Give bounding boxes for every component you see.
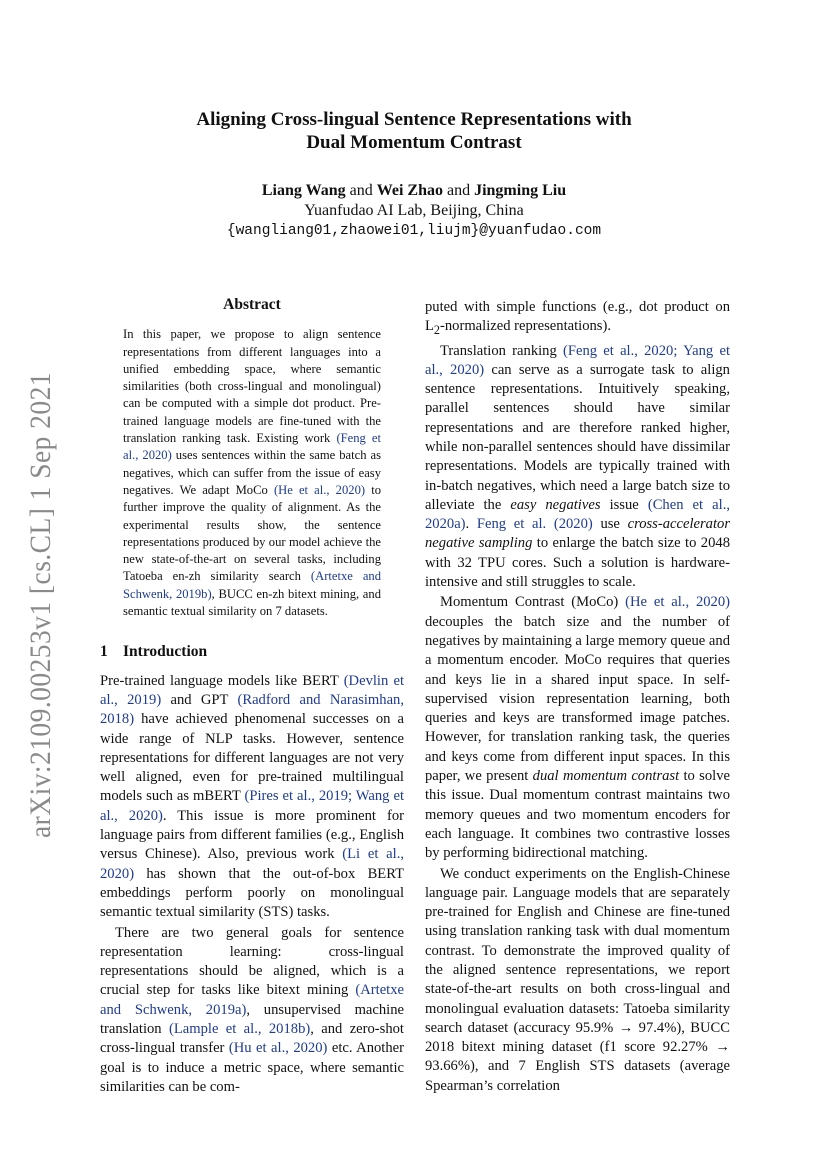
text-run: Pre-trained language models like BERT bbox=[100, 672, 344, 689]
arxiv-stamp bbox=[14, 370, 58, 840]
text-run: and GPT bbox=[161, 691, 238, 708]
intro-paragraph-1 bbox=[100, 672, 404, 923]
abstract-text bbox=[123, 326, 381, 620]
text-run: have achieved phenomenal successes on a wide range of NLP tasks. However, sentence representations for different languages are not very well aligned, even for pre-trained multilingual models such as mBERT bbox=[100, 711, 404, 805]
author-2: Wei Zhao bbox=[376, 182, 443, 199]
section-heading-introduction bbox=[100, 642, 404, 661]
text-run: -normalized representations). bbox=[440, 318, 611, 335]
abstract-text-run: uses sentences within the same batch as negatives, which can suffer from the issue of easy negatives. We adapt MoCo bbox=[123, 448, 381, 497]
citation-link[interactable]: (Artetxe and Schwenk, 2019a) bbox=[100, 982, 404, 1018]
title-line-2: Dual Momentum Contrast bbox=[306, 132, 522, 153]
arxiv-stamp-text: arXiv:2109.00253v1 [cs.CL] 1 Sep 2021 bbox=[24, 370, 57, 838]
text-run: , unsupervised machine translation bbox=[100, 1001, 404, 1037]
citation-link[interactable]: (Lample et al., 2018b) bbox=[168, 1020, 311, 1037]
text-run: to enlarge the batch size to 2048 with 32 TPU cores. Such a solution is hardware-intensive and still struggles to scale. bbox=[425, 535, 730, 591]
citation-link[interactable]: (Chen et al., 2020a) bbox=[425, 496, 730, 533]
intro-paragraph-2 bbox=[100, 924, 404, 1098]
text-run: etc. Another goal is to induce a metric space, where semantic similarities can be com- bbox=[100, 1040, 404, 1095]
author-3: Jingming Liu bbox=[474, 182, 567, 199]
abstract-text-run: In this paper, we propose to align sentence representations from different languages into a unified embedding space, where semantic similarities (both cross-lingual and monolingual) can be computed with a simple dot product. Pre-trained language models are fine-tuned with the translation ranking task. Existing work bbox=[123, 327, 381, 446]
emphasis: dual momentum contrast bbox=[532, 768, 680, 785]
text-run: puted with simple functions (e.g., dot product on L bbox=[425, 299, 730, 335]
abstract-text-run: to further improve the quality of alignment. As the experimental results show, the sentence representations produced by our model achieve the new state-of-the-art on several tasks, including Tatoeba en-zh similarity search bbox=[123, 482, 381, 584]
text-run: There are two general goals for sentence representation learning: cross-lingual representations should be aligned, which is a crucial step for tasks like bitext mining bbox=[100, 924, 404, 999]
subscript: 2 bbox=[433, 323, 440, 338]
section-number: 1 bbox=[100, 643, 108, 661]
author-1: Liang Wang bbox=[261, 182, 346, 199]
text-run: . This issue is more prominent for language pairs from different families (e.g., English versus Chinese). Also, previous work bbox=[100, 807, 404, 863]
abstract-heading: Abstract bbox=[223, 296, 281, 313]
text-run: decouples the batch size and the number of negatives by maintaining a large memory queue and a momentum encoder. MoCo requires that queries and keys lie in a shared input space. In self-supervised vision representation learning, both queries and keys are transformed image patches. However, for translation ranking task, the queries and keys come from different input spaces. In this paper, we present bbox=[425, 613, 730, 785]
text-run: Momentum Contrast (MoCo) bbox=[440, 594, 626, 611]
experiments-paragraph bbox=[425, 865, 730, 1097]
emphasis: easy negatives bbox=[510, 496, 601, 513]
citation-link[interactable]: (Feng et al., 2020) bbox=[123, 431, 382, 463]
left-column bbox=[100, 295, 404, 1097]
author-names bbox=[100, 181, 728, 201]
continued-paragraph bbox=[425, 298, 730, 341]
text-run: Translation ranking bbox=[440, 342, 564, 359]
citation-link[interactable]: (He et al., 2020) bbox=[273, 482, 366, 497]
affiliation: Yuanfudao AI Lab, Beijing, China bbox=[304, 202, 524, 219]
citation-link[interactable]: Feng et al. (2020) bbox=[476, 516, 593, 533]
citation-link[interactable]: (Li et al., 2020) bbox=[100, 846, 404, 882]
title-line-1: Aligning Cross-lingual Sentence Representations with bbox=[196, 109, 632, 130]
translation-ranking-paragraph bbox=[425, 342, 730, 593]
text-run: has shown that the out-of-box BERT embeddings perform poorly on monolingual semantic textual similarity (STS) tasks. bbox=[100, 865, 404, 921]
text-run: , and zero-shot cross-lingual transfer bbox=[100, 1020, 404, 1057]
text-run: to solve this issue. Dual momentum contrast maintains two memory queues and two momentum encoders for each language. It combines two contrastive losses by performing bidirectional matching. bbox=[425, 768, 730, 862]
arxiv-stamp-graphic bbox=[14, 370, 58, 840]
citation-link[interactable]: (Devlin et al., 2019) bbox=[100, 672, 404, 708]
citation-link[interactable]: (Hu et al., 2020) bbox=[228, 1040, 328, 1057]
text-run: issue bbox=[600, 496, 648, 513]
author-block bbox=[100, 181, 728, 241]
right-column bbox=[425, 298, 730, 1096]
citation-link[interactable]: (Feng et al., 2020; Yang et al., 2020) bbox=[425, 342, 730, 378]
paper-title bbox=[100, 108, 728, 154]
text-run: use bbox=[592, 516, 628, 533]
abstract-text-run: , BUCC en-zh bitext mining, and semantic textual similarity on 7 datasets. bbox=[123, 586, 381, 619]
author-separator: and bbox=[446, 182, 471, 199]
moco-paragraph bbox=[425, 593, 730, 863]
section-title: Introduction bbox=[123, 643, 208, 661]
text-run: . bbox=[465, 516, 477, 533]
citation-link[interactable]: (Pires et al., 2019; Wang et al., 2020) bbox=[100, 788, 404, 824]
citation-link[interactable]: (Artetxe and Schwenk, 2019b) bbox=[123, 569, 382, 601]
citation-link[interactable]: (Radford and Narasimhan, 2018) bbox=[100, 691, 404, 728]
text-run: can serve as a surrogate task to align sentence representations. Intuitively speaking, parallel sentences should have similar representations and are therefore ranked higher, while non-parallel sentences should have dissimilar representations. Models are typically trained with in-batch negatives, which need a large batch size to alleviate the bbox=[425, 361, 730, 513]
citation-link[interactable]: (He et al., 2020) bbox=[625, 594, 731, 611]
author-separator: and bbox=[349, 182, 373, 199]
text-run: We conduct experiments on the English-Chinese language pair. Language models that are separately pre-trained for English and Chinese are fine-tuned using translation ranking task with dual momentum contrast. To demonstrate the improved quality of the aligned sentence representations, we report state-of-the-art results on both cross-lingual and monolingual evaluation datasets: Tatoeba similarity search dataset (accuracy 95.9% → 97.4%), BUCC 2018 bitext mining dataset (f1 score 92.27% → 93.66%), and 7 English STS datasets (average Spearman’s correlation bbox=[425, 865, 730, 1094]
author-emails: {wangliang01,zhaowei01,liujm}@yuanfudao.com bbox=[226, 223, 602, 239]
emphasis: cross-accelerator negative sampling bbox=[425, 516, 730, 552]
